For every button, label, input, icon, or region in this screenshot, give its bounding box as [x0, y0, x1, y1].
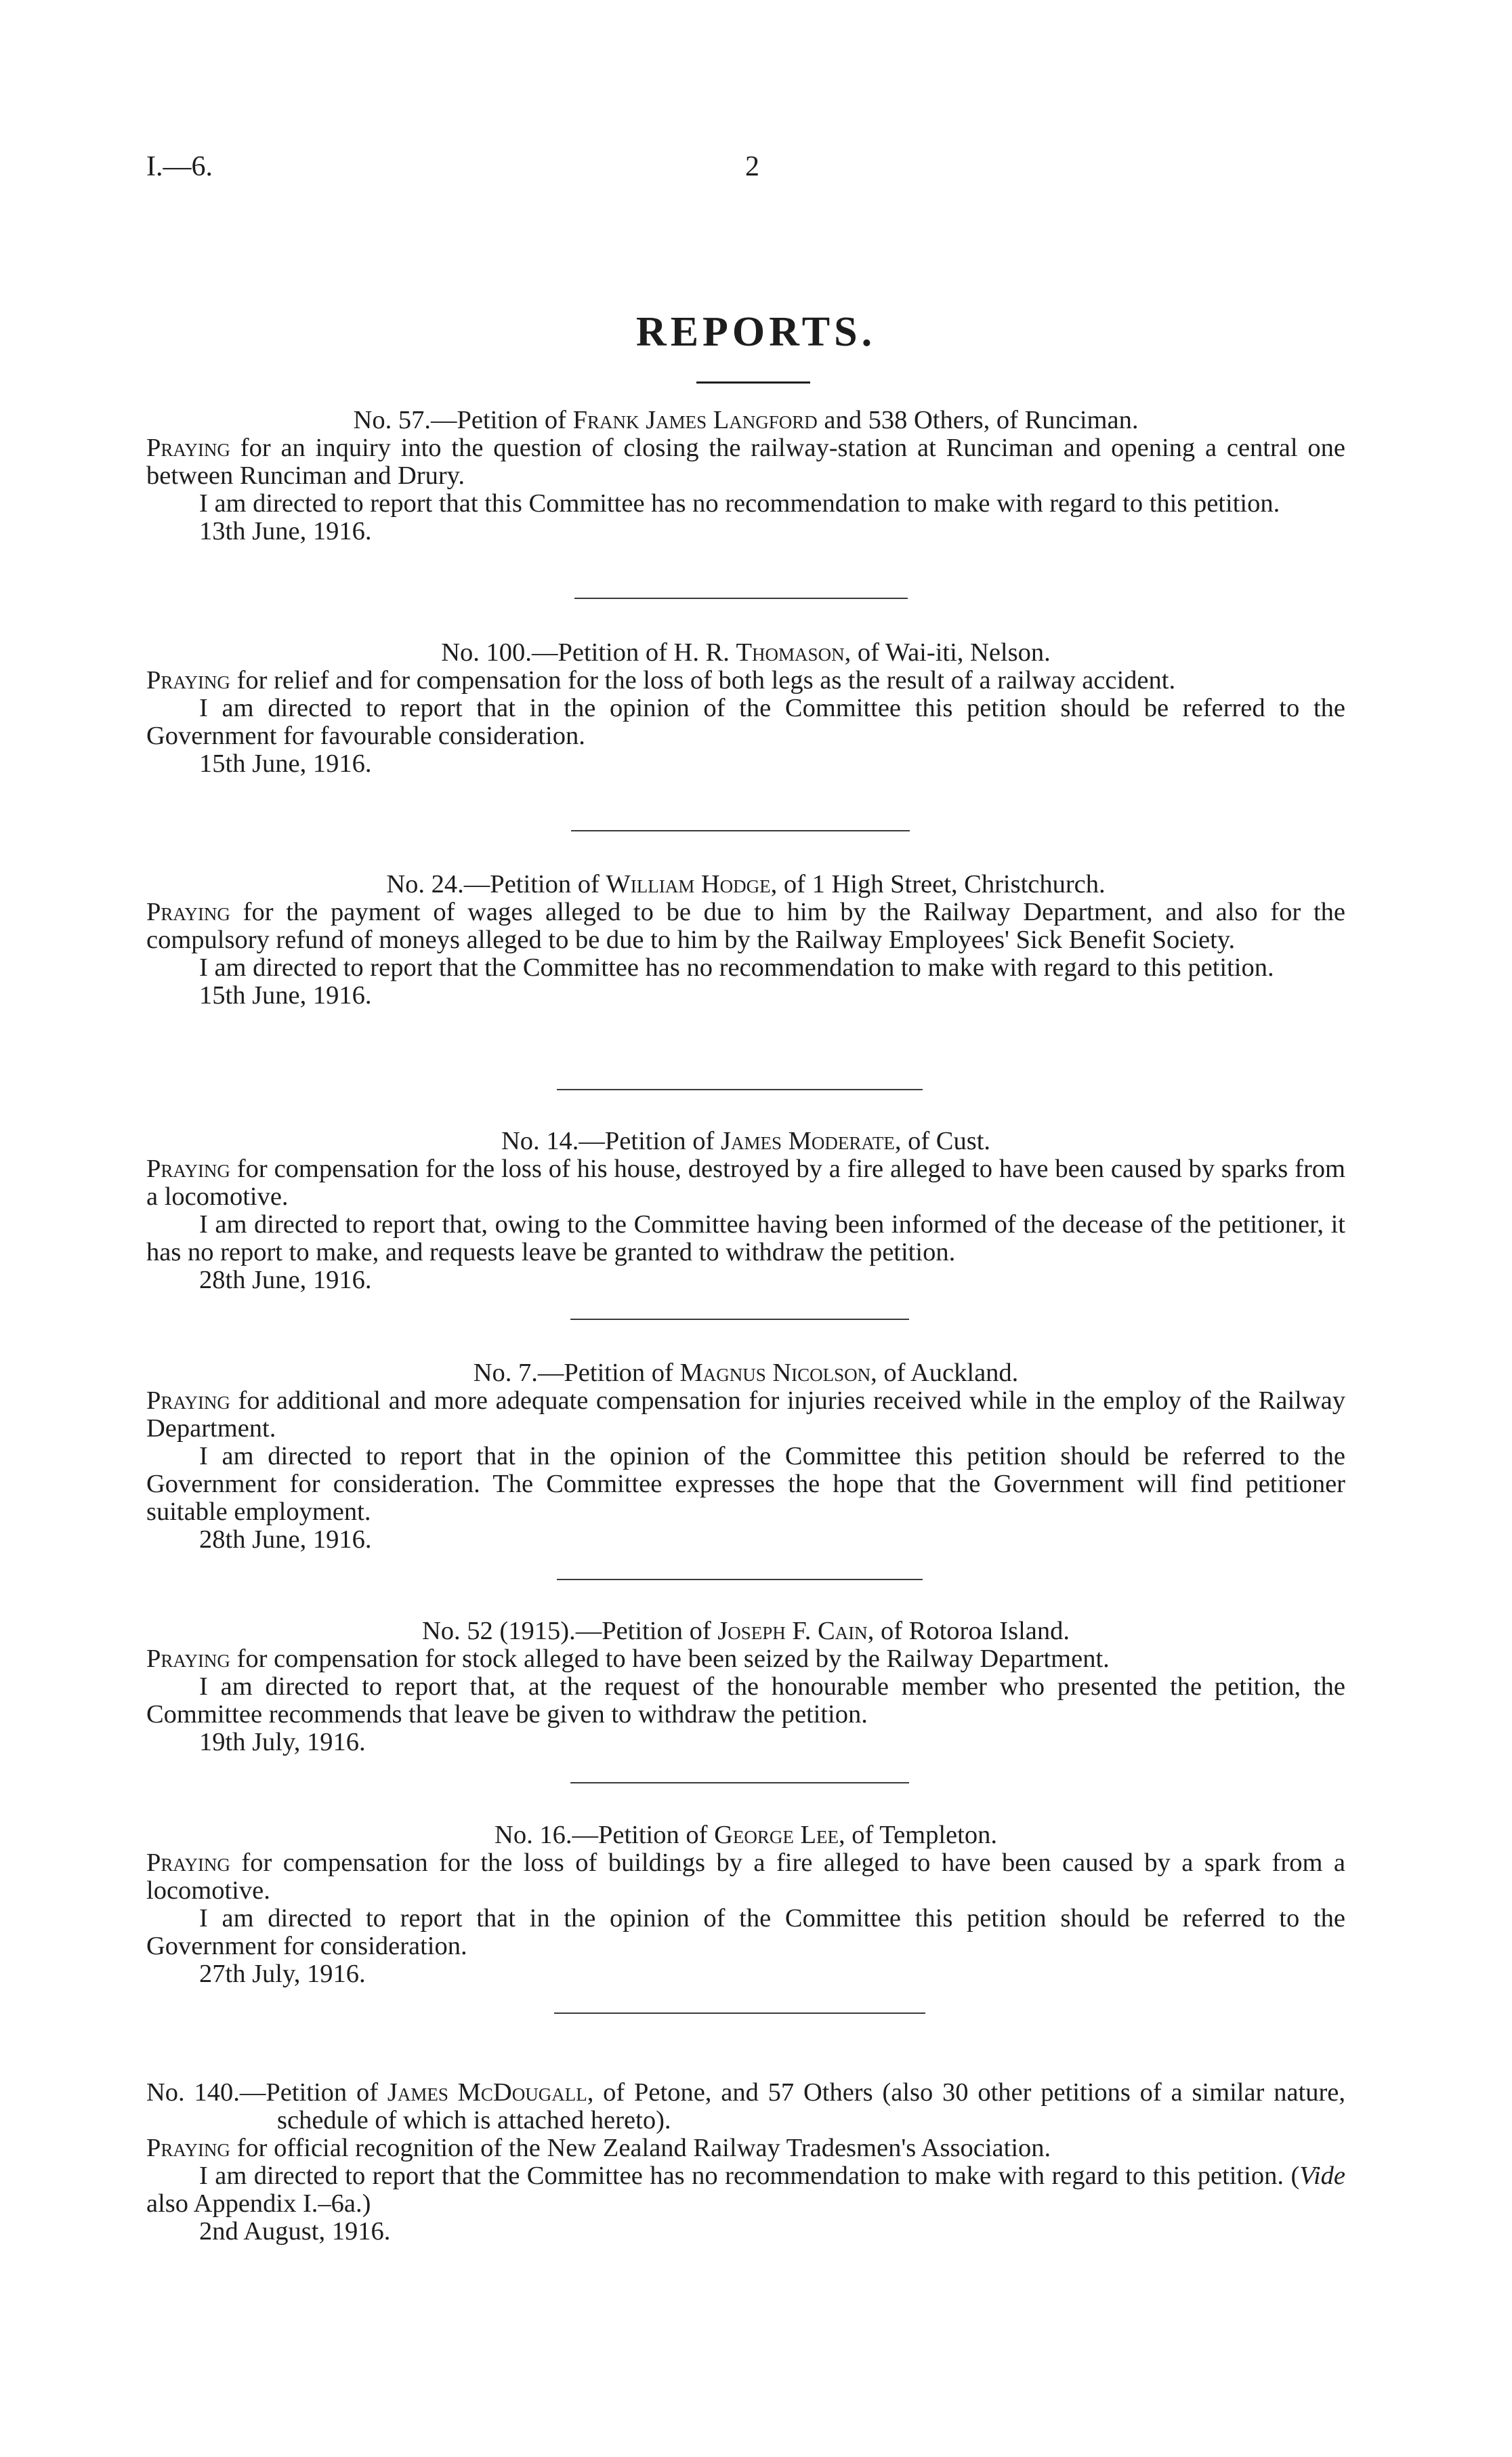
petition-report: I am directed to report that in the opinion of the Committee this petition should be referred to the Government for consideration.: [146, 1904, 1345, 1960]
petition-date: 28th June, 1916.: [199, 1266, 372, 1294]
petition-block: [146, 407, 1345, 545]
petition-block: [146, 639, 1345, 778]
section-divider: [570, 1782, 909, 1783]
petition-report: I am directed to report that in the opinion of the Committee this petition should be referred to the Government for consideration. The Committee expresses the hope that the Government will find petitioner suitable employment.: [146, 1442, 1345, 1526]
section-divider: [574, 598, 908, 599]
petition-date: 28th June, 1916.: [199, 1525, 372, 1554]
petition-heading: No. 100.—Petition of H. R. Thomason, of Wai-iti, Nelson.: [441, 638, 1051, 667]
petition-praying: Praying for the payment of wages alleged to be due to him by the Railway Department, and also for the compulsory refund of moneys alleged to be due to him by the Railway Employees' Sick Benefit Society.: [146, 898, 1345, 954]
petition-block: [146, 871, 1345, 1010]
title-underline: [696, 381, 810, 384]
petition-praying: Praying for compensation for the loss of his house, destroyed by a fire alleged to have been caused by sparks from a locomotive.: [146, 1155, 1345, 1211]
petition-date: 2nd August, 1916.: [199, 2217, 391, 2246]
petition-block: [146, 1359, 1345, 1554]
petition-heading: No. 14.—Petition of James Moderate, of Cust.: [501, 1127, 991, 1155]
petition-praying: Praying for an inquiry into the question of closing the railway-station at Runciman and opening a central one between Runciman and Drury.: [146, 434, 1345, 490]
petition-praying: Praying for additional and more adequate compensation for injuries received while in the employ of the Railway Department.: [146, 1386, 1345, 1443]
page-title: REPORTS.: [635, 309, 877, 355]
petition-heading: No. 7.—Petition of Magnus Nicolson, of Auckland.: [473, 1359, 1019, 1387]
petition-date: 15th June, 1916.: [199, 749, 372, 778]
petition-date: 13th June, 1916.: [199, 517, 372, 545]
petition-report: I am directed to report that, at the request of the honourable member who presented the petition, the Committee recommends that leave be given to withdraw the petition.: [146, 1672, 1345, 1729]
page-number: 2: [745, 151, 759, 182]
section-divider: [557, 1089, 923, 1090]
petition-block: [146, 1821, 1345, 1988]
petition-block: [146, 2079, 1345, 2246]
petition-report: I am directed to report that, owing to the Committee having been informed of the decease of the petitioner, it has no report to make, and requests leave be granted to withdraw the petition.: [146, 1210, 1345, 1266]
petition-report: I am directed to report that this Committee has no recommendation to make with regard to this petition.: [199, 489, 1280, 518]
petition-report: I am directed to report that the Committee has no recommendation to make with regard to this petition. (Vide also Appendix I.–6a.): [146, 2162, 1345, 2218]
petition-praying: Praying for relief and for compensation for the loss of both legs as the result of a railway accident.: [146, 666, 1176, 695]
petition-block: [146, 1128, 1345, 1294]
petition-date: 19th July, 1916.: [199, 1728, 366, 1756]
section-divider: [557, 1579, 923, 1580]
section-divider: [554, 2012, 925, 2014]
section-divider: [570, 1319, 909, 1320]
petition-praying: Praying for compensation for the loss of buildings by a fire alleged to have been caused by a spark from a locomotive.: [146, 1849, 1345, 1905]
petition-heading: No. 52 (1915).—Petition of Joseph F. Cain, of Rotoroa Island.: [421, 1617, 1070, 1645]
section-divider: [571, 830, 910, 831]
petition-date: 15th June, 1916.: [199, 981, 372, 1010]
petition-heading: No. 57.—Petition of Frank James Langford and 538 Others, of Runciman.: [353, 406, 1139, 434]
petition-heading: No. 16.—Petition of George Lee, of Templeton.: [495, 1821, 997, 1849]
header-reference: I.—6.: [146, 151, 213, 182]
petition-report: I am directed to report that the Committee has no recommendation to make with regard to this petition.: [199, 953, 1274, 982]
petition-praying: Praying for official recognition of the New Zealand Railway Tradesmen's Association.: [146, 2134, 1051, 2162]
petition-heading: No. 140.—Petition of James McDougall, of Petone, and 57 Others (also 30 other petitions of a similar nature, schedule of which is attached hereto).: [146, 2078, 1346, 2134]
petition-block: [146, 1617, 1345, 1756]
petition-praying: Praying for compensation for stock alleged to have been seized by the Railway Department.: [146, 1645, 1110, 1673]
petition-report: I am directed to report that in the opinion of the Committee this petition should be referred to the Government for favourable consideration.: [146, 694, 1345, 750]
petition-heading: No. 24.—Petition of William Hodge, of 1 High Street, Christchurch.: [386, 870, 1106, 899]
petition-date: 27th July, 1916.: [199, 1960, 366, 1988]
